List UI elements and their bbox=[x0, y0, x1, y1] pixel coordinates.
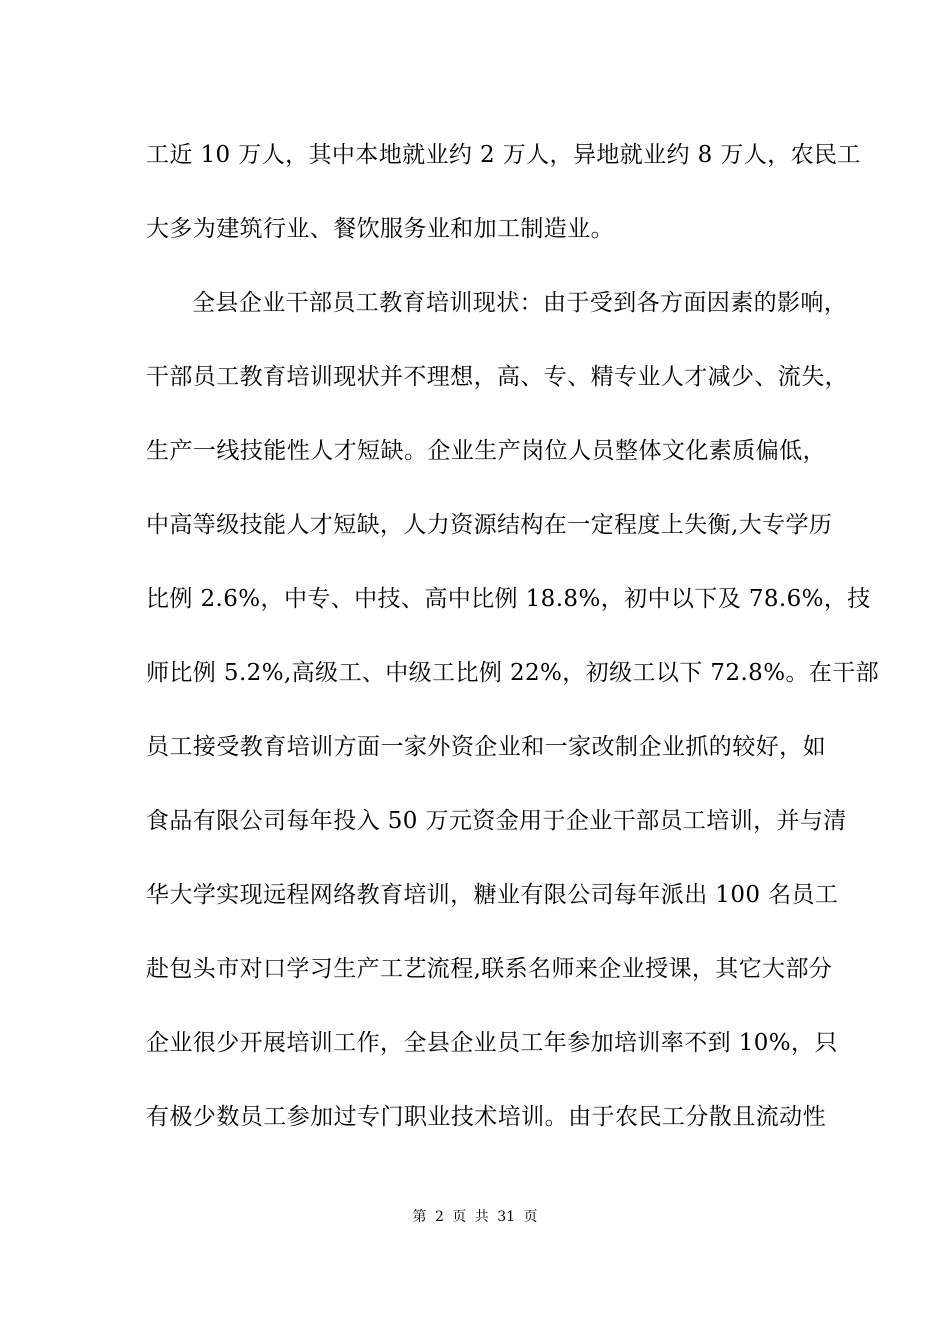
text-line-7: 比例 2.6%，中专、中技、高中比例 18.8%，初中以下及 78.6%，技 bbox=[146, 586, 871, 612]
text-line-1: 工近 10 万人，其中本地就业约 2 万人，异地就业约 8 万人，农民工 bbox=[146, 142, 861, 168]
text-line-9: 员工接受教育培训方面一家外资企业和一家改制企业抓的较好，如 bbox=[146, 734, 826, 760]
text-line-2: 大多为建筑行业、餐饮服务业和加工制造业。 bbox=[146, 216, 614, 242]
text-line-12: 赴包头市对口学习生产工艺流程,联系名师来企业授课，其它大部分 bbox=[146, 956, 833, 982]
page-number: 第 2 页 共 31 页 bbox=[412, 1209, 538, 1225]
text-line-10: 食品有限公司每年投入 50 万元资金用于企业干部员工培训，并与清 bbox=[146, 808, 847, 834]
text-line-11: 华大学实现远程网络教育培训，糖业有限公司每年派出 100 名员工 bbox=[146, 882, 839, 908]
text-line-6: 中高等级技能人才短缺，人力资源结构在一定程度上失衡,大专学历 bbox=[146, 512, 833, 538]
text-line-5: 生产一线技能性人才短缺。企业生产岗位人员整体文化素质偏低， bbox=[146, 438, 826, 464]
text-line-13: 企业很少开展培训工作，全县企业员工年参加培训率不到 10%，只 bbox=[146, 1030, 838, 1056]
text-line-8: 师比例 5.2%,高级工、中级工比例 22%，初级工以下 72.8%。在干部 bbox=[146, 660, 880, 686]
text-line-14: 有极少数员工参加过专门职业技术培训。由于农民工分散且流动性 bbox=[146, 1104, 826, 1130]
text-line-3: 全县企业干部员工教育培训现状：由于受到各方面因素的影响， bbox=[192, 290, 848, 316]
text-line-4: 干部员工教育培训现状并不理想，高、专、精专业人才减少、流失， bbox=[146, 364, 848, 390]
